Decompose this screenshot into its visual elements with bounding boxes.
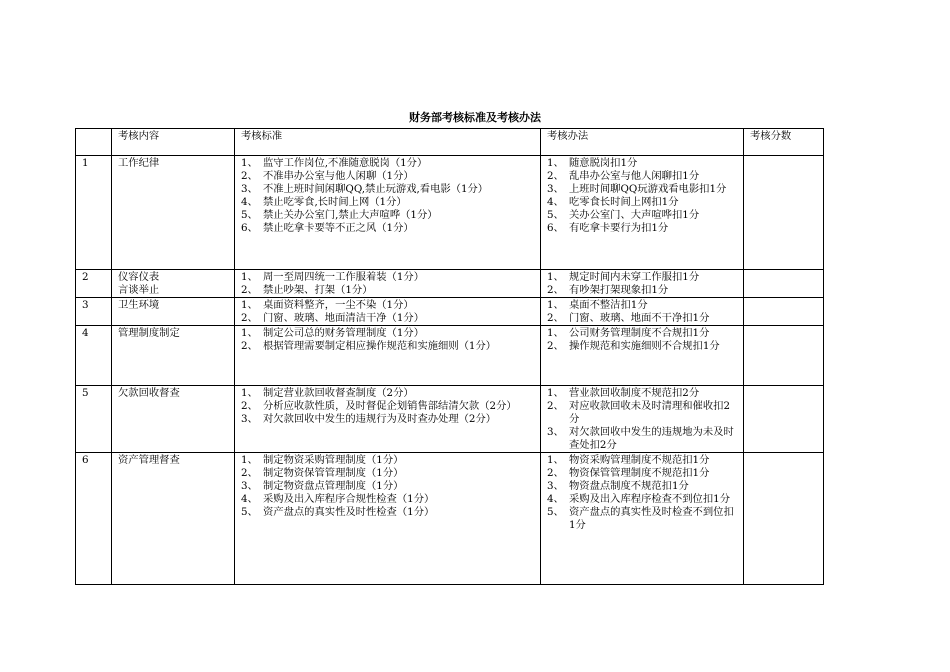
item-text: 公司财务管理制度不合规扣1分: [569, 327, 710, 339]
item-number: 1、: [241, 157, 258, 169]
row-number: 5: [76, 386, 112, 453]
item-number: 2、: [241, 340, 258, 352]
item-number: 2、: [547, 284, 564, 296]
item-text: 制定物资盘点管理制度（1分）: [263, 480, 404, 492]
standard-item: [241, 340, 537, 353]
item-text: 桌面不整洁扣1分: [569, 299, 648, 311]
item-number: 2、: [547, 400, 564, 412]
table-row: [76, 386, 824, 453]
item-text: 营业款回收制度不规范扣2分: [569, 387, 700, 399]
method-item: [547, 327, 740, 340]
method-item: [547, 196, 740, 209]
item-text: 物资保管管理制度不规范扣1分: [569, 467, 710, 479]
standard-item: [241, 480, 537, 493]
header-method: 考核办法: [541, 129, 744, 156]
assessment-method: [541, 298, 744, 326]
item-text: 关办公室门、大声喧哗扣1分: [569, 209, 700, 221]
item-text: 监守工作岗位,不准随意脱岗（1分）: [263, 157, 428, 169]
method-item: [547, 506, 740, 532]
assessment-table: [75, 128, 824, 585]
standard-item: [241, 284, 537, 297]
standard-item: [241, 196, 537, 209]
assessment-content: 资产管理督查: [112, 453, 235, 585]
table-row: [76, 270, 824, 298]
method-item: [547, 209, 740, 222]
item-number: 3、: [241, 413, 258, 425]
item-number: 1、: [547, 387, 564, 399]
method-list: [547, 387, 740, 452]
item-number: 1、: [241, 271, 258, 283]
assessment-standard: [235, 298, 541, 326]
standard-item: [241, 222, 537, 235]
standard-item: [241, 183, 537, 196]
item-text: 吃零食长时间上网扣1分: [569, 196, 679, 208]
table-row: [76, 156, 824, 270]
assessment-score: [744, 386, 824, 453]
item-text: 禁止吃零食,长时间上网（1分）: [263, 196, 407, 208]
table-header-row: [76, 129, 824, 156]
item-text: 有吃拿卡要行为扣1分: [569, 222, 669, 234]
standard-item: [241, 493, 537, 506]
item-number: 2、: [547, 340, 564, 352]
standard-item: [241, 506, 537, 519]
method-list: [547, 327, 740, 353]
item-number: 2、: [547, 312, 564, 324]
item-text: 采购及出入库程序合规性检查（1分）: [263, 493, 435, 505]
item-text: 上班时间聊QQ玩游戏看电影扣1分: [569, 183, 727, 195]
standard-item: [241, 299, 537, 312]
standard-item: [241, 413, 537, 426]
standard-item: [241, 271, 537, 284]
standard-item: [241, 209, 537, 222]
assessment-method: [541, 453, 744, 585]
assessment-content: 欠款回收督查: [112, 386, 235, 453]
standard-list: [241, 387, 537, 426]
assessment-content: 卫生环境: [112, 298, 235, 326]
item-number: 6、: [547, 222, 564, 234]
method-item: [547, 480, 740, 493]
item-text: 对欠款回收中发生的违规行为及时查办处理（2分）: [263, 413, 497, 425]
assessment-method: [541, 326, 744, 386]
header-content: 考核内容: [112, 129, 235, 156]
item-number: 4、: [547, 493, 564, 505]
method-item: [547, 467, 740, 480]
standard-item: [241, 157, 537, 170]
item-text: 物资采购管理制度不规范扣1分: [569, 454, 710, 466]
assessment-method: [541, 386, 744, 453]
standard-item: [241, 454, 537, 467]
assessment-standard: [235, 386, 541, 453]
method-item: [547, 299, 740, 312]
row-number: 1: [76, 156, 112, 270]
standard-item: [241, 467, 537, 480]
item-number: 1、: [241, 327, 258, 339]
standard-item: [241, 387, 537, 400]
item-text: 门窗、玻璃、地面不干净扣1分: [569, 312, 710, 324]
item-number: 3、: [547, 480, 564, 492]
standard-item: [241, 312, 537, 325]
method-item: [547, 222, 740, 235]
standard-list: [241, 454, 537, 519]
item-number: 2、: [241, 400, 258, 412]
page-title: 财务部考核标准及考核办法: [409, 111, 541, 124]
assessment-score: [744, 453, 824, 585]
item-text: 禁止关办公室门,禁止大声喧哗（1分）: [263, 209, 438, 221]
method-item: [547, 454, 740, 467]
item-text: 操作规范和实施细则不合规扣1分: [569, 340, 720, 352]
assessment-score: [744, 270, 824, 298]
item-number: 1、: [241, 299, 258, 311]
item-text: 门窗、玻璃、地面清洁干净（1分）: [263, 312, 425, 324]
item-text: 物资盘点制度不规范扣1分: [569, 480, 689, 492]
item-number: 3、: [241, 480, 258, 492]
item-number: 2、: [241, 312, 258, 324]
assessment-standard: [235, 270, 541, 298]
item-text: 周一至周四统一工作服着装（1分）: [263, 271, 425, 283]
header-number: [76, 129, 112, 156]
method-list: [547, 299, 740, 325]
method-item: [547, 312, 740, 325]
item-number: 1、: [241, 454, 258, 466]
assessment-score: [744, 326, 824, 386]
item-text: 对应收款回收未及时清理和催收扣2分: [569, 400, 731, 425]
item-number: 2、: [241, 467, 258, 479]
item-number: 2、: [547, 170, 564, 182]
assessment-content: 管理制度制定: [112, 326, 235, 386]
method-item: [547, 157, 740, 170]
assessment-method: [541, 156, 744, 270]
header-standard: 考核标准: [235, 129, 541, 156]
method-item: [547, 340, 740, 353]
item-number: 1、: [547, 454, 564, 466]
item-text: 不准上班时间闲聊QQ,禁止玩游戏,看电影（1分）: [263, 183, 489, 195]
standard-item: [241, 170, 537, 183]
item-number: 6、: [241, 222, 258, 234]
method-item: [547, 426, 740, 452]
item-number: 1、: [547, 299, 564, 311]
standard-list: [241, 271, 537, 297]
item-number: 1、: [547, 271, 564, 283]
method-list: [547, 454, 740, 532]
assessment-score: [744, 156, 824, 270]
item-text: 分析应收款性质，及时督促企划销售部结清欠款（2分）: [263, 400, 517, 412]
item-number: 5、: [547, 209, 564, 221]
item-text: 制定营业款回收督查制度（2分）: [263, 387, 414, 399]
row-number: 4: [76, 326, 112, 386]
item-number: 4、: [241, 196, 258, 208]
table-row: [76, 453, 824, 585]
table-row: [76, 298, 824, 326]
item-number: 4、: [241, 493, 258, 505]
assessment-standard: [235, 156, 541, 270]
item-text: 禁止吃拿卡要等不正之风（1分）: [263, 222, 414, 234]
method-list: [547, 157, 740, 235]
method-item: [547, 387, 740, 400]
standard-list: [241, 157, 537, 235]
item-text: 采购及出入库程序检查不到位扣1分: [569, 493, 731, 505]
item-text: 有吵架打架现象扣1分: [569, 284, 669, 296]
assessment-content: 仪容仪表 言谈举止: [112, 270, 235, 298]
item-number: 2、: [241, 170, 258, 182]
row-number: 6: [76, 453, 112, 585]
item-number: 2、: [547, 467, 564, 479]
method-list: [547, 271, 740, 297]
item-text: 对欠款回收中发生的违规地为未及时查处扣2分: [569, 426, 734, 451]
item-number: 4、: [547, 196, 564, 208]
row-number: 2: [76, 270, 112, 298]
method-item: [547, 170, 740, 183]
item-text: 资产盘点的真实性及时检查不到位扣1分: [569, 506, 734, 531]
assessment-standard: [235, 326, 541, 386]
item-text: 根据管理需要制定相应操作规范和实施细则（1分）: [263, 340, 497, 352]
item-number: 5、: [241, 506, 258, 518]
item-text: 乱串办公室与他人闲聊扣1分: [569, 170, 700, 182]
item-text: 制定物资采购管理制度（1分）: [263, 454, 404, 466]
method-item: [547, 493, 740, 506]
item-text: 制定公司总的财务管理制度（1分）: [263, 327, 425, 339]
item-number: 2、: [241, 284, 258, 296]
item-text: 不准串办公室与他人闲聊（1分）: [263, 170, 414, 182]
item-number: 1、: [241, 387, 258, 399]
method-item: [547, 271, 740, 284]
item-text: 资产盘点的真实性及时性检查（1分）: [263, 506, 435, 518]
assessment-standard: [235, 453, 541, 585]
item-number: 1、: [547, 327, 564, 339]
method-item: [547, 183, 740, 196]
header-score: 考核分数: [744, 129, 824, 156]
item-text: 禁止吵架、打架（1分）: [263, 284, 373, 296]
assessment-content: 工作纪律: [112, 156, 235, 270]
item-number: 5、: [547, 506, 564, 518]
item-number: 3、: [241, 183, 258, 195]
standard-list: [241, 299, 537, 325]
item-text: 规定时间内未穿工作服扣1分: [569, 271, 700, 283]
item-text: 制定物资保管管理制度（1分）: [263, 467, 404, 479]
item-text: 随意脱岗扣1分: [569, 157, 638, 169]
standard-list: [241, 327, 537, 353]
item-text: 桌面资料整齐，一尘不染（1分）: [263, 299, 414, 311]
standard-item: [241, 400, 537, 413]
assessment-method: [541, 270, 744, 298]
item-number: 1、: [547, 157, 564, 169]
method-item: [547, 400, 740, 426]
table-row: [76, 326, 824, 386]
item-number: 3、: [547, 183, 564, 195]
item-number: 3、: [547, 426, 564, 438]
item-number: 5、: [241, 209, 258, 221]
method-item: [547, 284, 740, 297]
row-number: 3: [76, 298, 112, 326]
standard-item: [241, 327, 537, 340]
assessment-score: [744, 298, 824, 326]
